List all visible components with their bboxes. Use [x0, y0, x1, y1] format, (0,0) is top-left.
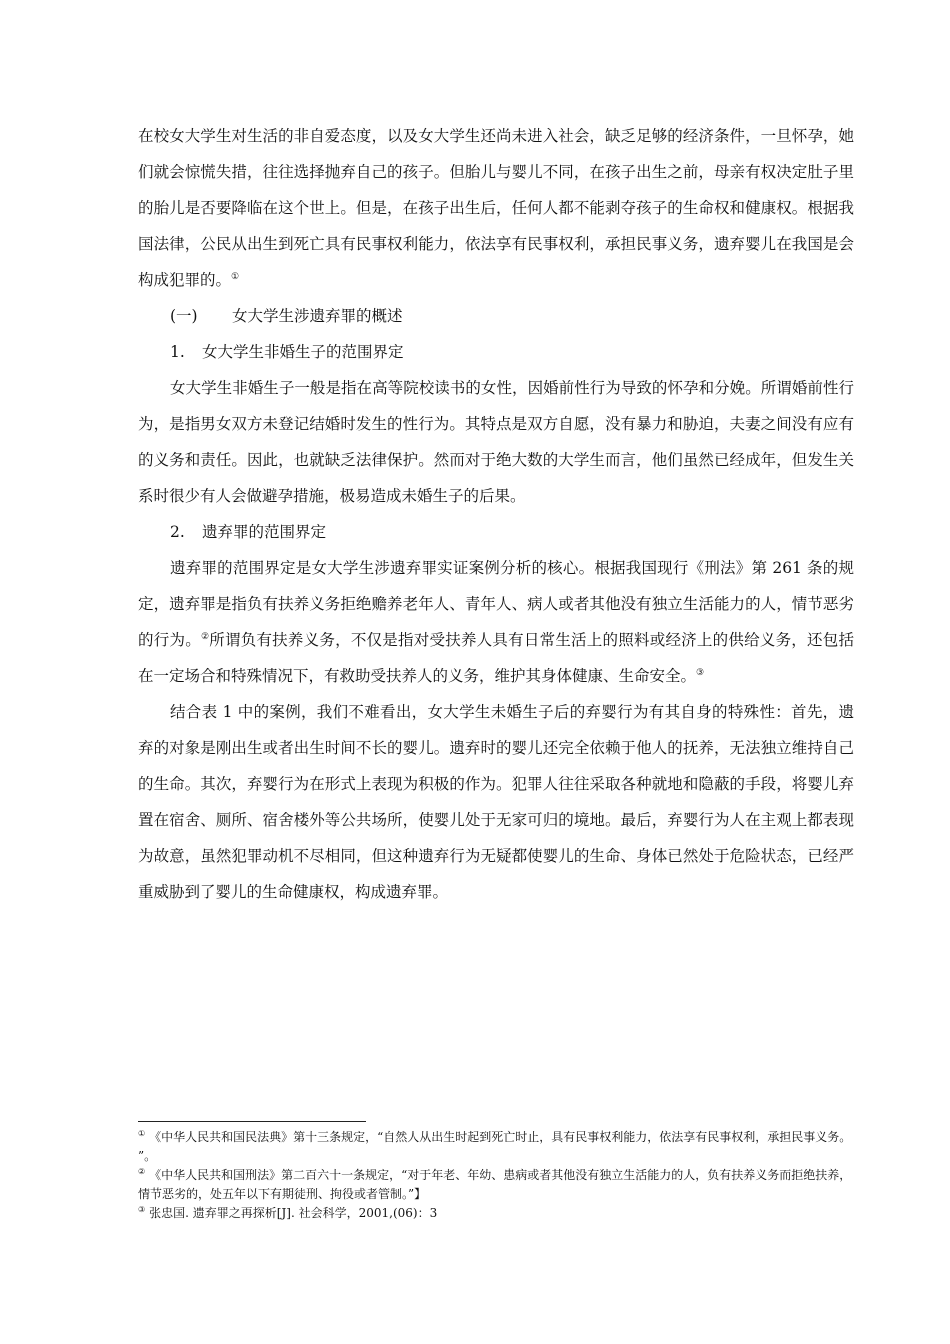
footnote-3-text: 张忠国. 遗弃罪之再探析[J]. 社会科学，2001,(06)：3 [149, 1206, 438, 1220]
paragraph-case-analysis: 结合表 1 中的案例，我们不难看出，女大学生未婚生子后的弃婴行为有其自身的特殊性：首先，遗弃的对象是刚出生或者出生时间不长的婴儿。遗弃时的婴儿还完全依赖于他人的抚养，无法独立维持自己的生命。其次，弃婴行为在形式上表现为积极的作为。犯罪人往往采取各种就地和隐蔽的手段，将婴儿弃置在宿舍、厕所、宿舍楼外等公共场所，使婴儿处于无家可归的境地。最后，弃婴行为人在主观上都表现为故意，虽然犯罪动机不尽相同，但这种遗弃行为无疑都使婴儿的生命、身体已然处于危险状态，已经严重威胁到了婴儿的生命健康权，构成遗弃罪。 [138, 703, 854, 901]
footnote-3-mark: ③ [138, 1205, 146, 1214]
footnote-ref-1[interactable]: ① [231, 271, 240, 282]
subsection-heading-1-title: 女大学生非婚生子的范围界定 [202, 343, 404, 361]
paragraph-abandonment-text-a: 遗弃罪的范围界定是女大学生涉遗弃罪实证案例分析的核心。根据我国现行《刑法》第 261 条的规定，遗弃罪是指负有扶养义务拒绝赡养老年人、青年人、病人或者其他没有独立生活能力的人，情节恶劣的行为。 [138, 559, 854, 649]
footnote-2 [138, 1166, 854, 1204]
footnote-ref-2[interactable]: ② [200, 631, 210, 642]
footnote-separator [138, 1121, 366, 1122]
paragraph-definition-premarital: 女大学生非婚生子一般是指在高等院校读书的女性，因婚前性行为导致的怀孕和分娩。所谓婚前性行为，是指男女双方未登记结婚时发生的性行为。其特点是双方自愿，没有暴力和胁迫，夫妻之间没有应有的义务和责任。因此，也就缺乏法律保护。然而对于绝大数的大学生而言，他们虽然已经成年，但发生关系时很少有人会做避孕措施，极易造成未婚生子的后果。 [138, 379, 854, 505]
paragraph-abandonment-text-b: 所谓负有扶养义务，不仅是指对受扶养人具有日常生活上的照料或经济上的供给义务，还包括在一定场合和特殊情况下，有救助受扶养人的义务，维护其身体健康、生命安全。 [138, 631, 854, 685]
section-heading-1 [138, 298, 854, 334]
footnote-2-text: 《中华人民共和国刑法》第二百六十一条规定，“对于年老、年幼、患病或者其他没有独立生活能力的人，负有扶养义务而拒绝扶养，情节恶劣的，处五年以下有期徒刑、拘役或者管制。”】 [138, 1168, 852, 1201]
footnotes [138, 1128, 854, 1223]
footnote-1-mark: ① [138, 1129, 146, 1138]
subsection-heading-2-title: 遗弃罪的范围界定 [202, 523, 327, 541]
footnote-3 [138, 1204, 854, 1223]
section-heading-1-number: (一) [170, 307, 198, 325]
section-heading-1-title: 女大学生涉遗弃罪的概述 [232, 307, 403, 325]
footnote-1 [138, 1128, 854, 1166]
paragraph-intro [138, 118, 854, 298]
subsection-heading-1 [138, 334, 854, 370]
subsection-heading-2-number: 2. [170, 523, 185, 541]
paragraph-intro-text: 在校女大学生对生活的非自爱态度，以及女大学生还尚未进入社会，缺乏足够的经济条件，一旦怀孕，她们就会惊慌失措，往往选择抛弃自己的孩子。但胎儿与婴儿不同，在孩子出生之前，母亲有权决定肚子里的胎儿是否要降临在这个世上。但是，在孩子出生后，任何人都不能剥夺孩子的生命权和健康权。根据我国法律，公民从出生到死亡具有民事权利能力，依法享有民事权利，承担民事义务，遗弃婴儿在我国是会构成犯罪的。 [138, 127, 854, 289]
subsection-heading-1-number: 1. [170, 343, 185, 361]
subsection-heading-2 [138, 514, 854, 550]
footnote-ref-3[interactable]: ③ [696, 667, 705, 678]
footnote-2-mark: ② [138, 1167, 146, 1176]
footnote-1-text: 《中华人民共和国民法典》第十三条规定，“自然人从出生时起到死亡时止，具有民事权利能力，依法享有民事权利，承担民事义务。 ”。 [138, 1130, 852, 1163]
body-text [138, 118, 854, 910]
paragraph-definition-abandonment [138, 550, 854, 694]
